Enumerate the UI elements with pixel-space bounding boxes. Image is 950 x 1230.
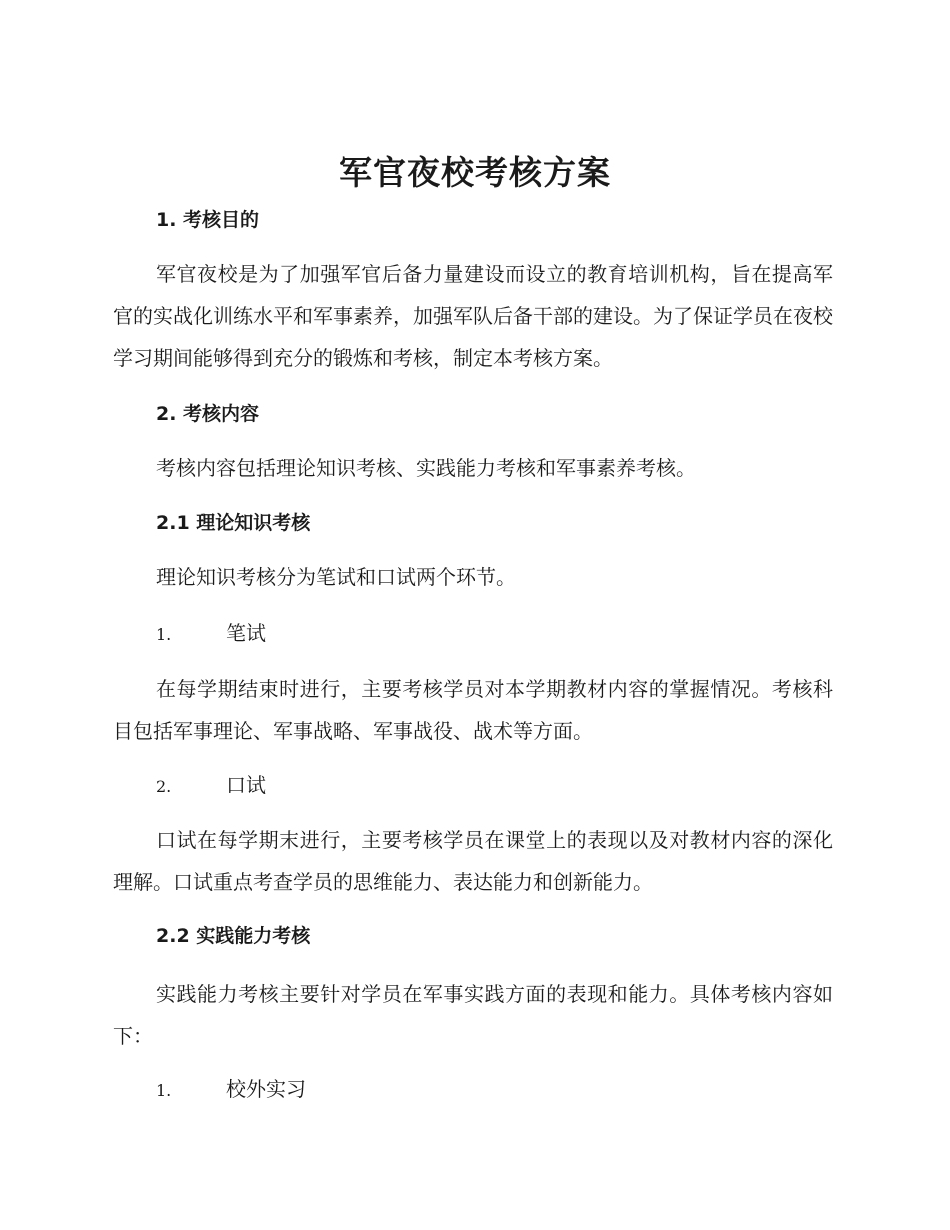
section-heading-practice: 2.2 实践能力考核 [156, 925, 311, 947]
list-item-number: 1. [156, 1081, 172, 1100]
list-item-number: 2. [156, 777, 172, 796]
list-item-label: 校外实习 [226, 1077, 306, 1101]
list-item-label: 口试 [226, 773, 266, 797]
list-item-written-exam [156, 612, 756, 656]
list-item-oral-exam [156, 764, 756, 808]
section-paragraph-content: 考核内容包括理论知识考核、实践能力考核和军事素养考核。 [156, 456, 696, 480]
section-paragraph-practice: 实践能力考核主要针对学员在军事实践方面的表现和能力。具体考核内容如下： [113, 982, 833, 1048]
paragraph-oral-exam: 口试在每学期末进行，主要考核学员在课堂上的表现以及对教材内容的深化理解。口试重点考查学员的思维能力、表达能力和创新能力。 [113, 828, 833, 894]
section-paragraph-purpose: 军官夜校是为了加强军官后备力量建设而设立的教育培训机构，旨在提高军官的实战化训练水平和军事素养，加强军队后备干部的建设。为了保证学员在夜校学习期间能够得到充分的锻炼和考核，制定本考核方案。 [113, 262, 833, 370]
section-heading-theory: 2.1 理论知识考核 [156, 512, 311, 534]
document-title: 军官夜校考核方案 [339, 153, 611, 192]
section-heading-purpose: 1. 考核目的 [156, 209, 260, 231]
section-heading-content: 2. 考核内容 [156, 403, 260, 425]
list-item-field-practice [156, 1068, 756, 1112]
list-item-number: 1. [156, 625, 172, 644]
section-paragraph-theory: 理论知识考核分为笔试和口试两个环节。 [156, 565, 516, 589]
paragraph-written-exam: 在每学期结束时进行，主要考核学员对本学期教材内容的掌握情况。考核科目包括军事理论、军事战略、军事战役、战术等方面。 [113, 677, 833, 743]
list-item-label: 笔试 [226, 621, 266, 645]
